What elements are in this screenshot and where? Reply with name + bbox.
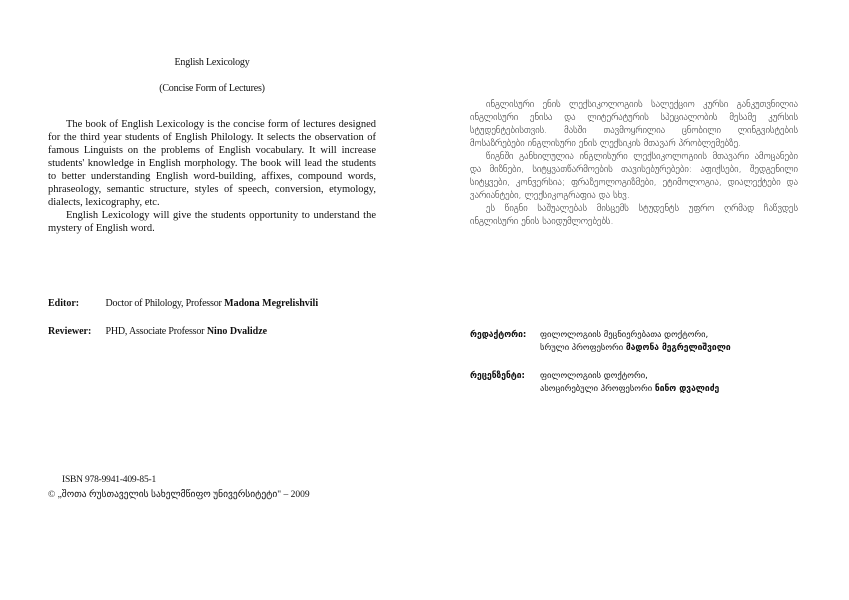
isbn: ISBN 978-9941-409-85-1: [62, 475, 157, 485]
georgian-reviewer-name: ნინო დვალიძე: [654, 384, 720, 394]
copyright: © „შოთა რუსთაველის სახელმწიფო უნივერსიტეტი" – 2009: [48, 490, 310, 500]
editor-title: Doctor of Philology, Professor: [105, 298, 222, 309]
abstract-paragraph-2: English Lexicology will give the students opportunity to understand the mystery of English word.: [48, 210, 376, 234]
english-abstract: [48, 118, 376, 235]
editor-credit: [48, 298, 388, 309]
georgian-reviewer-line-2: [540, 383, 810, 396]
georgian-editor-line-2: [540, 342, 810, 355]
reviewer-label: Reviewer:: [48, 326, 92, 337]
abstract-paragraph-1: The book of English Lexicology is the concise form of lectures designed for the third year students of English Philology. It selects the observation of famous Linguists on the problems of English vocabulary. It will increase students' knowledge in English morphology. The book will lead the students to better understanding English word-building, affixes, compound words, phraseology, semantic structure, styles of speech, conversion, etymology, dialects, lexicography, etc.: [48, 119, 376, 208]
reviewer-name: Nino Dvalidze: [206, 326, 268, 337]
georgian-reviewer-title: ასოცირებული პროფესორი: [540, 384, 653, 394]
georgian-paragraph-1: ინგლისური ენის ლექსიკოლოგიის სალექციო კურსი განკუთვნილია ინგლისური ენისა და ლიტერატურის სპეციალობის მესამე კურსის სტუდენტებისთვის. მასში თავმოყრილია ცნობილი ლინგვისტების მოსაზრებები ინგლისური ენის ლექსიკის მთავარ პრობლემებზე.: [470, 99, 798, 149]
editor-label: Editor:: [48, 298, 80, 309]
right-page: [424, 0, 849, 600]
reviewer-credit: [48, 326, 388, 337]
book-subtitle: (Concise Form of Lectures): [159, 83, 265, 94]
georgian-paragraph-3: ეს წიგნი საშუალებას მისცემს სტუდენტს უფრო ღრმად ჩაწვდეს ინგლისური ენის საიდუმლოებებს.: [470, 203, 798, 227]
georgian-abstract: [470, 98, 798, 228]
georgian-reviewer-label: რეცენზენტი:: [470, 371, 525, 381]
georgian-editor-label: რედაქტორი:: [470, 330, 527, 340]
reviewer-title: PHD, Associate Professor: [105, 326, 205, 337]
georgian-paragraph-2: წიგნში განხილულია ინგლისური ლექსიკოლოგიის მთავარი ამოცანები და მიზნები, სიტყვათწარმოების თავისებურებები: აფიქსები, შედგენილი სიტყვები, კონვერსია; ფრაზეოლოგიზმები, ეტიმოლოგია, დიალექტები და ვარიანტები, ლექსიკოგრაფია და სხვ.: [470, 151, 798, 201]
editor-name: Madona Megrelishvili: [224, 298, 319, 309]
georgian-editor-name: მადონა მეგრელიშვილი: [625, 343, 731, 353]
georgian-editor-title: სრული პროფესორი: [540, 343, 624, 353]
book-title: English Lexicology: [174, 57, 250, 68]
left-page: [0, 0, 424, 600]
georgian-editor-line-1: ფილოლოგიის მეცნიერებათა დოქტორი,: [540, 330, 709, 340]
georgian-reviewer-line-1: ფილოლოგიის დოქტორი,: [540, 371, 648, 381]
